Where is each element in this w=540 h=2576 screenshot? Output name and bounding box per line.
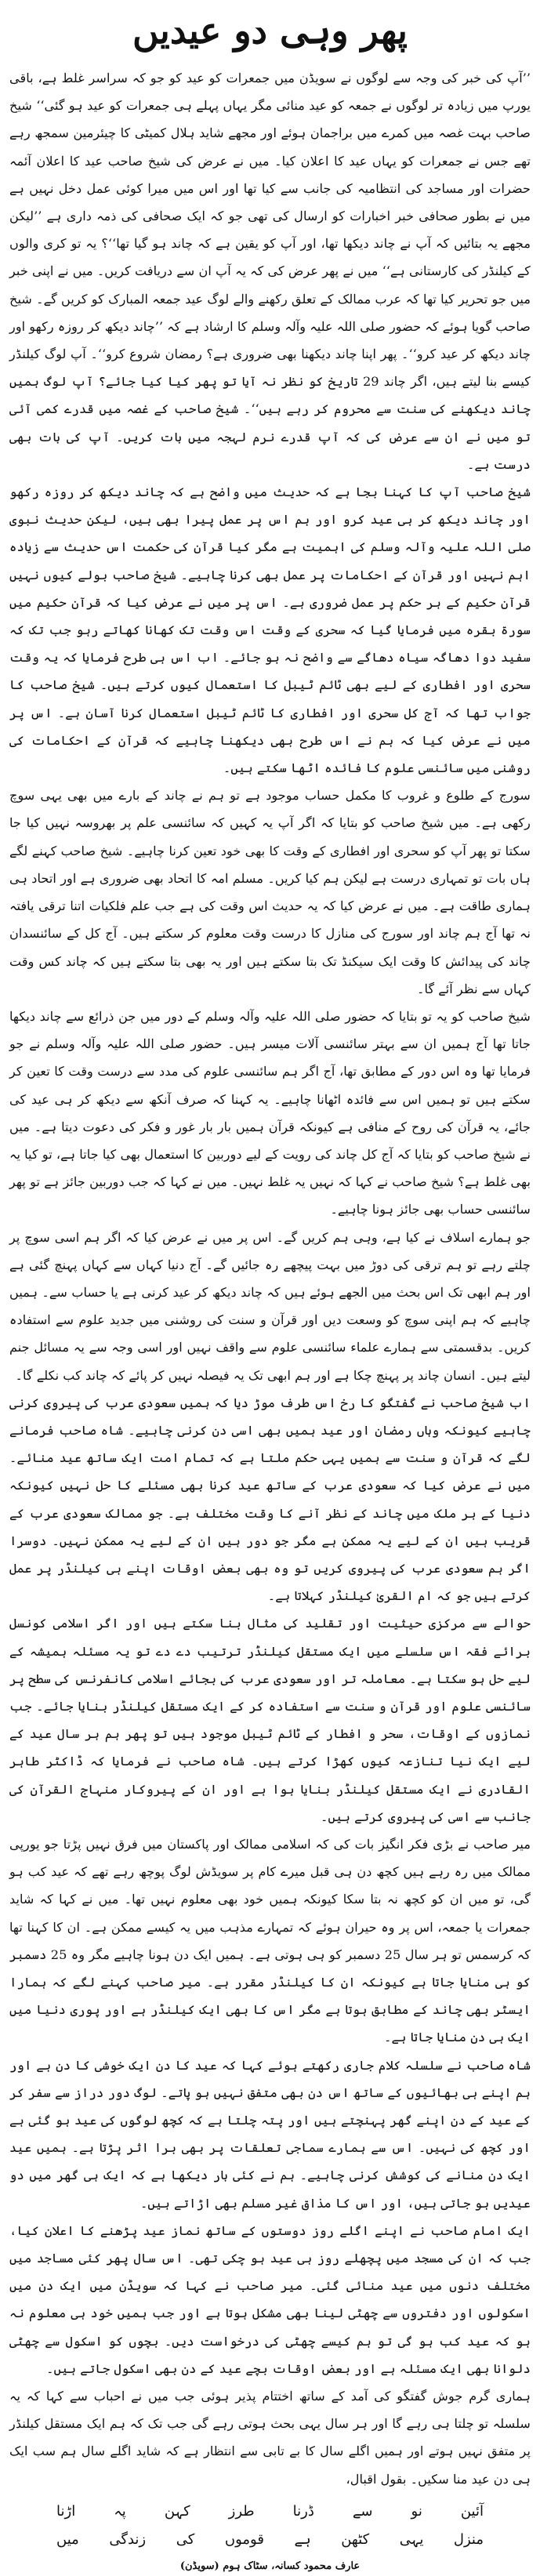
article-paragraph: شیخ صاحب آپ کا کہنا بجا ہے کہ حدیث میں واضح ہے کہ چاند دیکھ کر روزہ رکھو اور چاند دیکھ کر ہی عید کرو اور ہم اس پر عمل پیرا بھی ہیں، لیکن حدیث نبوی صلی اللہ علیہ وآلہ وسلم کی اہمیت ہے مگر کیا قرآن کی حکمت اس حدیث سے زیادہ اہم نہیں اور قرآن کے احکامات پر عمل بھی کرنا چاہیے۔ شیخ صاحب بولے کیوں نہیں قرآن حکیم کے ہر حکم پر عمل ضروری ہے۔ اس پر میں نے عرض کیا کہ قرآن حکیم میں سورۃ بقرہ میں فرمایا گیا کہ سحری کے وقت اس وقت تک کھانا کھاتے رہو جب تک کہ سفید دوا دھاگہ سیاہ دھاگے سے واضح نہ ہو جائے۔ اب اس ہی طرح فرمایا کہ یہ وقت سحری اور افطاری کے لیے بھی ٹائم ٹیبل کا استعمال کیوں کرتے ہیں۔ شیخ صاحب کا جواب تھا کہ آج کل سحری اور افطاری کا ٹائم ٹیبل استعمال کرنا آسان ہے۔ اس پر میں نے عرض کیا کہ ہم نے اس طرح بھی دیکھنا چاہیے کہ قرآن کے احکامات کی روشنی میں سائنسی علوم کا فائدہ اٹھا سکتے ہیں۔ [9,484,531,776]
couplet-word: قوموں [224,2531,264,2548]
couplet-word: نو [411,2502,422,2520]
iqbal-couplet [9,2498,531,2554]
article-paragraph: حوالے سے مرکزی حیثیت اور تقلید کی مثال بنا سکتے ہیں اور اگر اسلامی کونسل برائے فقہ اس سلسلے میں ایک مستقل کیلنڈر ترتیب دے دے تو یہ مسئلہ ہمیشہ کے لیے حل ہو سکتا ہے۔ معاملہ تر اور سعودی عرب کی بجائے اسلامی کانفرنس کی سطح پر سائنسی علوم اور قرآن و سنت سے استفادہ کر کے ایک مستقل کیلنڈر بنایا جائے۔ جب نمازوں کے اوقات، سحر و افطار کے ٹائم ٹیبل موجود ہیں تو پھر ہم ہر سال عید کے لیے ایک نیا تنازعہ کیوں کھڑا کرتے ہیں۔ شاہ صاحب نے فرمایا کہ ڈاکٹر طاہر القادری نے ایک مستقل کیلنڈر بنایا ہوا ہے اور ان کے پیروکار منہاج القرآن کی جانب سے اسی کی پیروی کرتے ہیں۔ [9,1616,531,1824]
couplet-word: طرز [228,2502,255,2520]
couplet-word: کٹھن [341,2531,370,2548]
couplet-word: یہی [399,2531,424,2548]
couplet-word: آئین [460,2502,484,2520]
couplet-word: زندگی [109,2531,147,2548]
couplet-word: منزل [453,2531,484,2548]
article-paragraph: ہماری گرم جوش گفتگو کی آمد کے ساتھ اختتام پذیر ہوئی جب میں نے احباب سے کہا کہ یہ سلسلہ تو چلتا ہی رہے گا اور ہر سال یہی بحث ہوتی رہے گی جب تک کہ ہم ایک مستقل کیلنڈر پر متفق نہیں ہوتے اور ہمیں اگلے سال کا بے تابی سے انتظار ہے کہ شاید اگلے سال ہم سب ایک ہی دن عید منا سکیں۔ بقول اقبال، [9,2389,531,2487]
couplet-word: اڑنا [56,2502,76,2520]
article-paragraph: شیخ صاحب کو یہ تو بتایا کہ حضور صلی اللہ علیہ وآلہ وسلم کے دور میں جن ذرائع سے چاند دیکھا جاتا تھا آج ہمیں ان سے بہتر سائنسی آلات میسر ہیں۔ حضور صلی اللہ علیہ وآلہ وسلم نے جو فرمایا تھا وہ اس دور کے مطابق تھا، آج اگر ہم سائنسی علوم کی مدد سے درست وقت کا تعین کر سکتے ہیں تو ہمیں اس سے فائدہ اٹھانا چاہیے۔ یہ کہنا کہ صرف آنکھ سے دیکھ کر ہی عید کی جائے، یہ قرآن کی روح کے منافی ہے کیونکہ قرآن ہمیں بار بار غور و فکر کی دعوت دیتا ہے۔ میں نے شیخ صاحب کو بتایا کہ آج کل چاند کی رویت کے لیے دوربین کا استعمال بھی کیا جاتا ہے، تو کیا یہ بھی غلط ہے؟ شیخ صاحب نے کہا کہ نہیں یہ غلط نہیں۔ میں نے کہا کہ جب دوربین جائز ہے تو پھر سائنسی حساب بھی جائز ہونا چاہیے۔ [9,1008,531,1217]
article-paragraph: ایک امام صاحب نے اپنے اگلے روز دوستوں کے ساتھ نماز عید پڑھنے کا اعلان کیا، جب کہ ان کی مسجد میں پچھلے روز ہی عید ہو چکی تھی۔ اس سال پھر کئی مساجد میں مختلف دنوں میں عید منائی گئی۔ میر صاحب نے کہا کہ سویڈن میں ایک دن میں اسکولوں اور دفتروں سے چھٹی لینا بھی مشکل ہوتا ہے اور جب ہمیں خود ہی معلوم نہ ہو کہ عید کب ہو گی تو ہم کیسے چھٹی کی درخواست دیں۔ بچوں کو اسکول سے چھٹی دلوانا بھی ایک مسئلہ ہے اور بعض اوقات بچے عید کے دن بھی اسکول جاتے ہیں۔ [9,2222,531,2376]
article-body [9,64,531,2493]
article-paragraph: اب شیخ صاحب نے گفتگو کا رخ اس طرف موڑ دیا کہ ہمیں سعودی عرب کی پیروی کرنی چاہیے کیونکہ وہاں رمضان اور عید ہمیں بھی اسی دن کرنی چاہیے۔ شاہ صاحب فرمانے لگے کہ قرآن و سنت سے ہمیں یہی حکم ملتا ہے کہ تمام امت ایک ساتھ عید منائے۔ میں نے عرض کیا کہ سعودی عرب کے ساتھ عید کرنا بھی مسئلے کا حل نہیں کیونکہ دنیا کے ہر ملک میں چاند کے نظر آنے کا وقت مختلف ہے۔ جو ممالک سعودی عرب کے قریب ہیں ان کے لیے یہ ممکن ہے مگر جو دور ہیں ان کے لیے یہ ممکن نہیں۔ دوسرا اگر ہم سعودی عرب کی پیروی کریں تو وہ بھی بعض اوقات اپنے ہی کیلنڈر پر عمل کرتے ہیں جو کہ ام القریٰ کیلنڈر کہلاتا ہے۔ [9,1395,531,1604]
author-byline: عارف محمود کسانہ، سٹاک ہوم (سویڈن) [179,2560,361,2572]
couplet-line-1 [9,2498,531,2526]
couplet-word: ہے [294,2531,311,2548]
couplet-word: کی [176,2531,195,2548]
couplet-word: میں [56,2531,79,2548]
couplet-word: ڈرنا [292,2502,314,2520]
article-paragraph: ’’آپ کی خبر کی وجہ سے لوگوں نے سویڈن میں جمعرات کو عید کو جو کہ سراسر غلط ہے، باقی یورپ میں زیادہ تر لوگوں نے جمعہ کو عید منائی مگر یہاں پہلے ہی جمعرات کو عید ہو گئی‘‘ شیخ صاحب بہت غصہ میں کمرے میں براجمان ہوئے اور مجھے شاید ہلال کمیٹی کا چیئرمین سمجھ رہے تھے جس نے جمعرات کو یہاں عید کا اعلان کیا۔ میں نے عرض کی شیخ صاحب عید کا اعلان آئمہ حضرات اور مساجد کی انتظامیہ کی جانب سے کیا تھا اور اس میں میرا کوئی عمل دخل نہیں ہے میں نے بطور صحافی خبر اخبارات کو ارسال کی تھی جو کہ ایک صحافی کی ذمہ داری ہے ’’لیکن مجھے یہ بتائیں کہ آپ نے چاند دیکھا تھا، اور آپ کو یقین ہے کہ چاند ہو گیا تھا‘‘؟ یہ تو کری والوں کے کیلنڈر کی کارستانی ہے‘‘ میں نے پھر عرض کی کہ یہ آپ ان سے دریافت کریں۔ میں نے اپنی خبر میں جو تحریر کیا تھا کہ عرب ممالک کے تعلق رکھنے والے لوگ عید جمعہ المبارک کو کریں گے۔ شیخ صاحب گویا ہوئے کہ حضور صلی اللہ علیہ وآلہ وسلم کا ارشاد ہے کہ ’’چاند دیکھ کر روزہ رکھو اور چاند دیکھ کر عید کرو‘‘۔ پھر اپنا چاند دیکھنا بھی ضروری ہے؟ رمضان شروع کرو‘‘۔ آپ لوگ کیلنڈر کیسے بنا لیتے ہیں، اگر چاند 29 تاریخ کو نظر نہ آیا تو پھر کیا کیا جائے؟ آپ لوگ ہمیں چاند دیکھنے کی سنت سے محروم کر رہے ہیں‘‘۔ شیخ صاحب کے غصہ میں قدرے کمی آئی تو میں نے ان سے عرض کی کہ آپ قدرے نرم لہجہ میں بات کریں۔ آپ کی بات بھی درست ہے۔ [9,71,531,472]
couplet-word: سے [352,2502,373,2520]
couplet-line-2 [9,2526,531,2554]
article-paragraph: سورج کے طلوع و غروب کا مکمل حساب موجود ہے تو ہم نے چاند کے بارے میں بھی یہی سوچ رکھی ہے۔ میں شیخ صاحب کو بتایا کہ اگر آپ یہ کہیں کہ سائنسی علم پر بھروسہ نہیں کیا جا سکتا تو پھر آپ کو سحری اور افطاری کے وقت کا بھی خود تعین کرنا چاہیے۔ شیخ صاحب کہنے لگے ہاں بات تو تمہاری درست ہے لیکن ہم کیا کریں۔ مسلم امہ کا اتحاد بھی ضروری ہے اور اتحاد ہی ہماری طاقت ہے۔ میں نے عرض کیا کہ یہ حدیث اس وقت کی ہے جب علم فلکیات اتنا ترقی یافتہ نہ تھا آج ہم چاند اور سورج کی منازل کا درست وقت معلوم کر سکتے ہیں۔ آج کل کے سائنسدان چاند کی پیدائش کا وقت ایک سیکنڈ تک بتا سکتے ہیں اور یہ بھی بتا سکتے ہیں کہ چاند کس وقت کہاں سے نظر آئے گا۔ [9,788,531,996]
article-paragraph: شاہ صاحب نے سلسلہ کلام جاری رکھتے ہوئے کہا کہ عید کا دن ایک خوشی کا دن ہے اور ہم اپنے ہی بھائیوں کے ساتھ اس دن بھی متفق نہیں ہو پاتے۔ لوگ دور دراز سے سفر کر کے عید کے دن اپنے گھر پہنچتے ہیں اور پتہ چلتا ہے کہ کچھ لوگوں کی عید ہو گئی ہے اور کچھ کی نہیں۔ اس سے ہمارے سماجی تعلقات پر بھی برا اثر پڑتا ہے۔ ہمیں عید ایک دن منانے کی کوشش کرنی چاہیے۔ ہم نے کئی بار دیکھا ہے کہ ایک ہی گھر میں دو عیدیں ہو جاتی ہیں، اور اس کا مذاق غیر مسلم بھی اڑاتے ہیں۔ [9,2057,531,2211]
couplet-word: کہن [164,2502,190,2520]
article-paragraph: میر صاحب نے بڑی فکر انگیز بات کی کہ اسلامی ممالک اور پاکستان میں فرق نہیں پڑتا جو یورپی ممالک میں رہ رہے ہیں کچھ دن ہی قبل میرے کام پر سویڈش لوگ پوچھ رہے تھے کہ عید کب ہو گی، تو میں ان کو کچھ نہ بتا سکا کیونکہ ہمیں خود بھی معلوم نہیں تھا۔ میں نے کہا کہ شاید جمعرات یا جمعہ، اس پر وہ حیران ہوئے کہ تمہارے مذہب میں یہ کیسے ممکن ہے۔ ان کا کہنا تھا کہ کرسمس تو ہر سال 25 دسمبر کو ہی ہوتی ہے۔ ہمیں ایک دن ہونا چاہیے مگر وہ 25 دسمبر کو ہی منایا جاتا ہے کیونکہ ان کا کیلنڈر مقرر ہے۔ میر صاحب کہنے لگے کہ ہمارا ایسٹر بھی چاند کے مطابق ہوتا ہے مگر اس کا بھی ایک کیلنڈر ہے اور پوری دنیا میں ایک ہی دن منایا جاتا ہے۔ [9,1837,531,2045]
article-paragraph: جو ہمارے اسلاف نے کیا ہے، وہی ہم کریں گے۔ اس پر میں نے عرض کیا کہ اگر ہم اسی سوچ پر چلتے رہے تو ہم ترقی کی دوڑ میں بہت پیچھے رہ جائیں گے۔ آج دنیا کہاں سے کہاں پہنچ گئی ہے اور ہم ابھی تک اس بحث میں الجھے ہوئے ہیں کہ چاند دیکھ کر عید کرنی ہے یا حساب سے۔ ہمیں چاہیے کہ ہم اپنی سوچ کو وسعت دیں اور قرآن و سنت کی روشنی میں جدید علوم سے استفادہ کریں۔ بدقسمتی سے ہمارے علماء سائنسی علوم سے واقف نہیں اور اسی وجہ سے یہ مسائل جنم لیتے ہیں۔ انسان چاند پر پہنچ چکا ہے اور ہم ابھی تک یہ فیصلہ نہیں کر پائے کہ چاند کب نکلے گا۔ [9,1229,531,1383]
column-headline: پھر وہی دو عیدیں [132,9,408,52]
couplet-word: پہ [114,2502,126,2520]
